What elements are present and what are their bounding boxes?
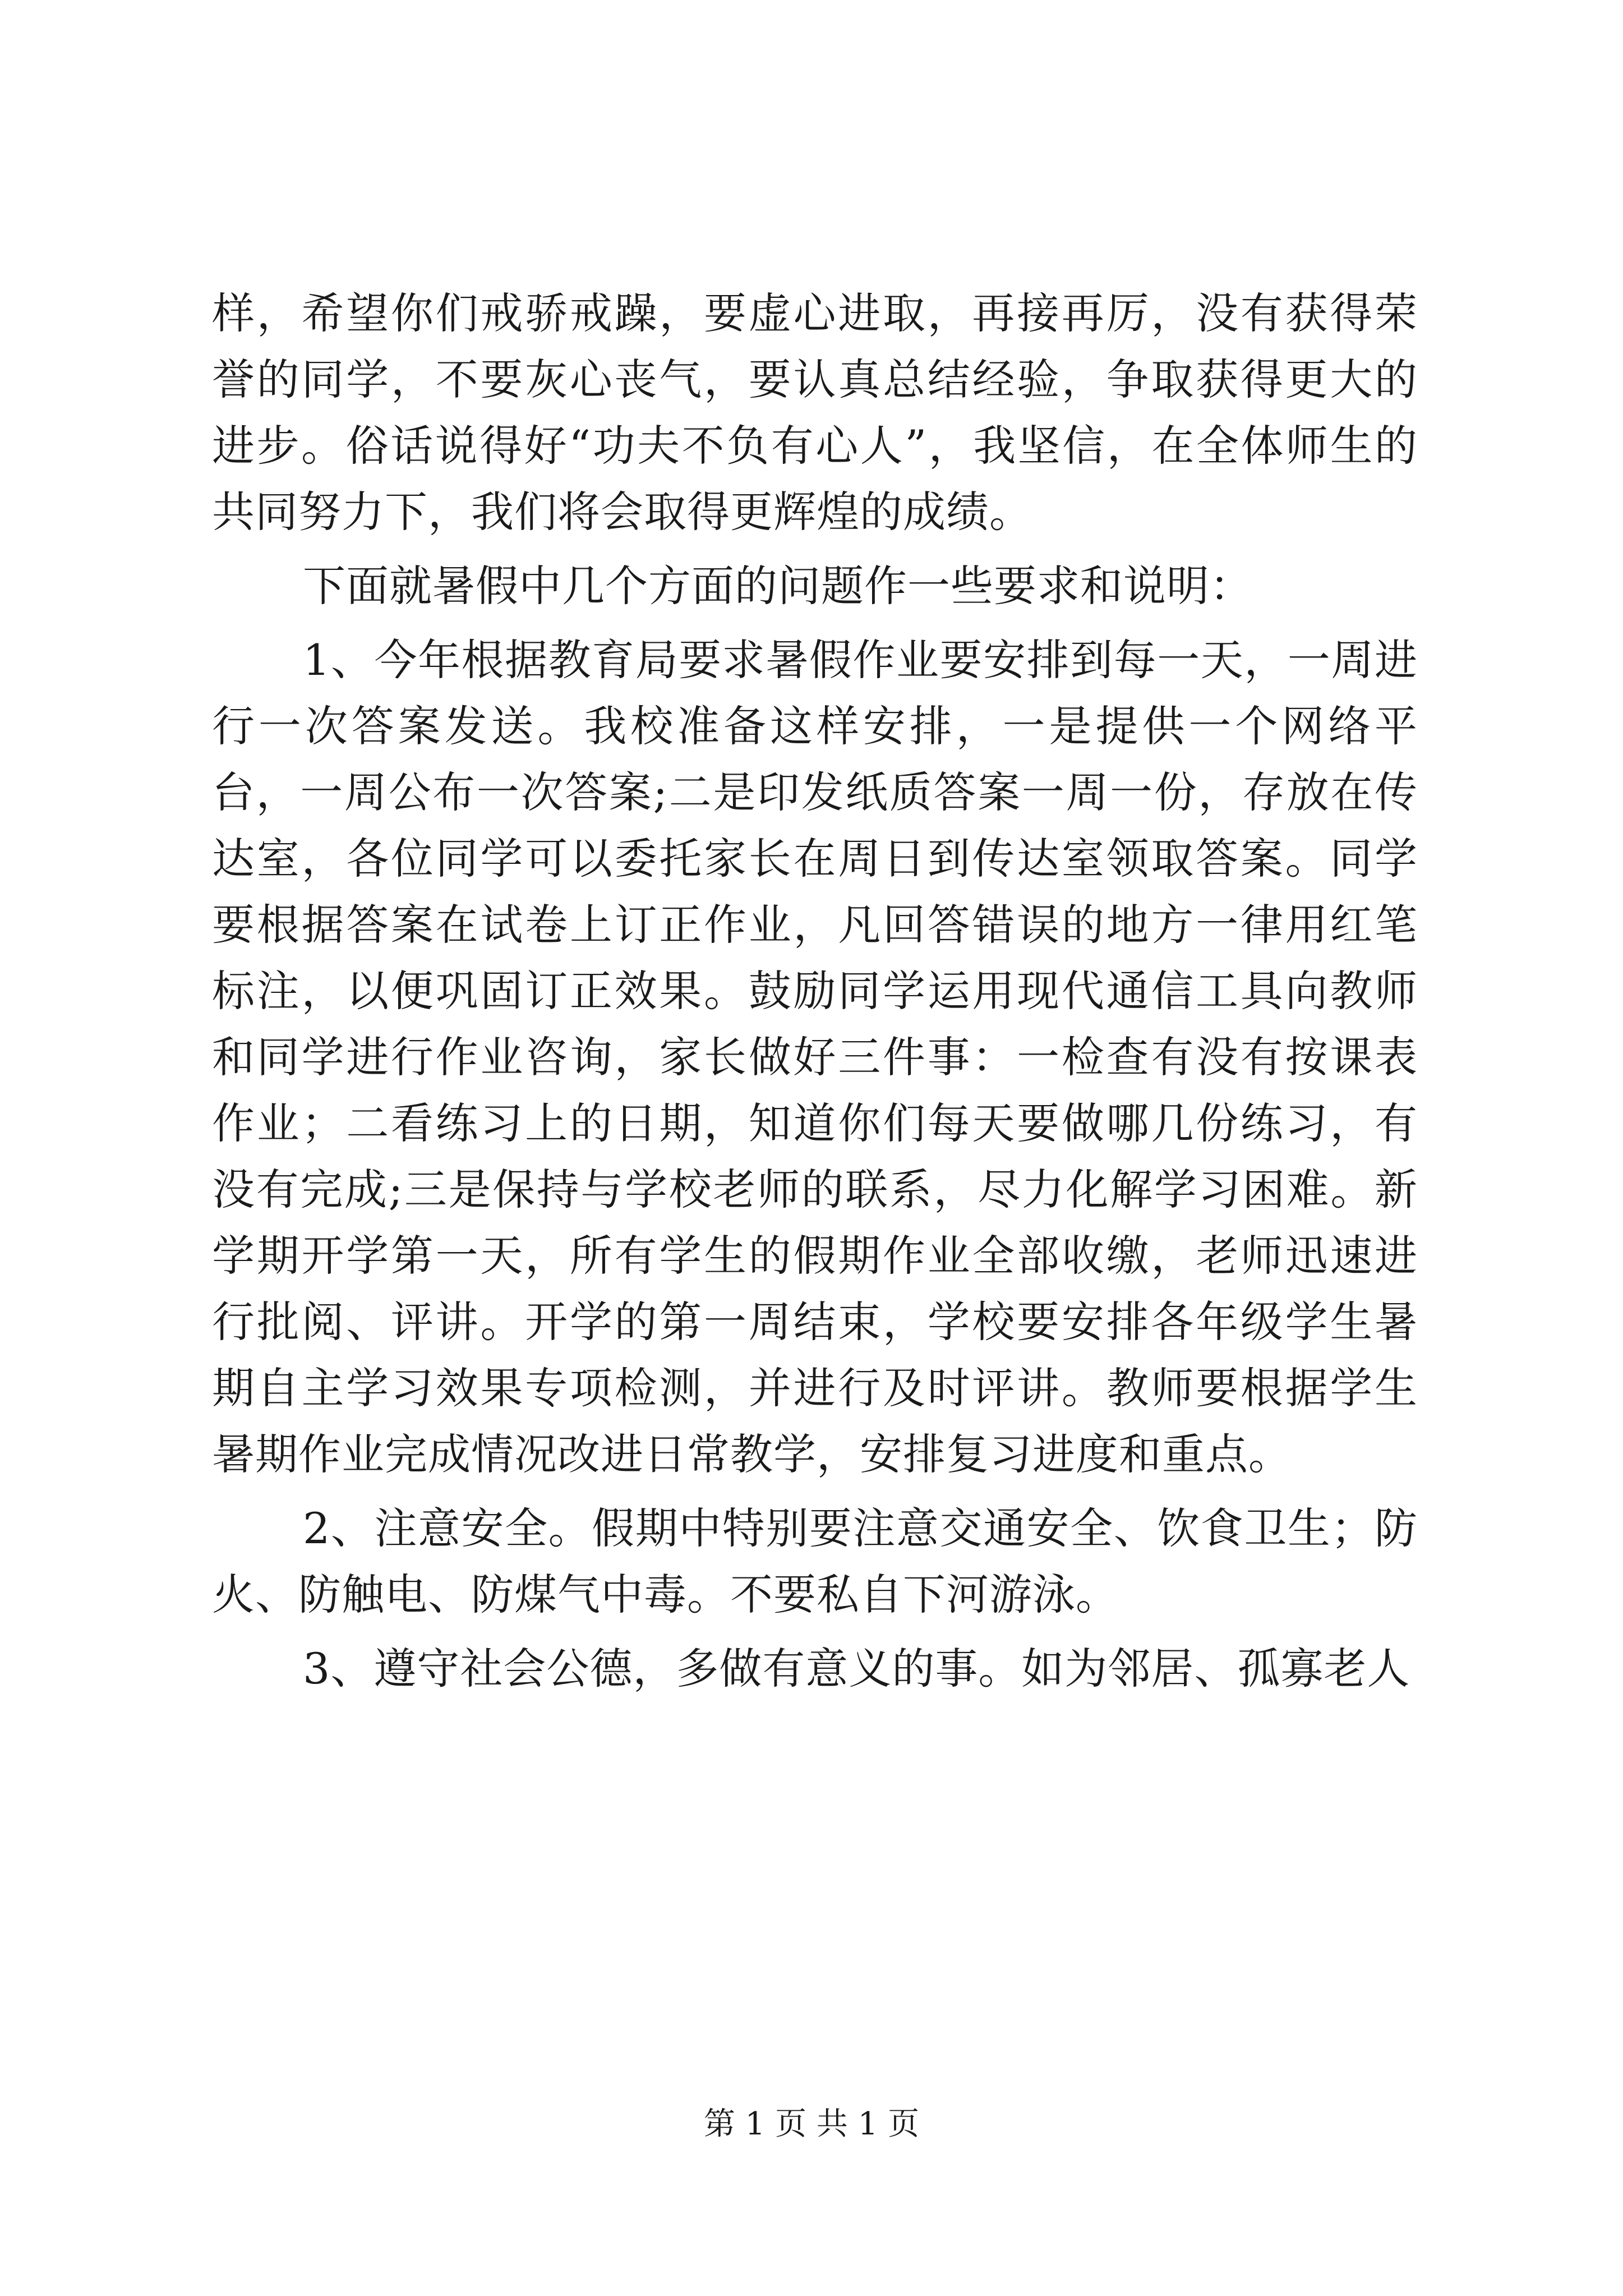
paragraph-continuation: 样，希望你们戒骄戒躁，要虚心进取，再接再厉，没有获得荣誉的同学，不要灰心丧气，要认真总结经验，争取获得更大的进步。俗话说得好“功夫不负有心人”，我坚信，在全体师生的共同努力下，我们将会取得更辉煌的成绩。 [212,288,1418,537]
paragraph-intro: 下面就暑假中几个方面的问题作一些要求和说明： [303,561,1253,611]
paragraph-item-1: 1、今年根据教育局要求暑假作业要安排到每一天，一周进行一次答案发送。我校准备这样安排，一是提供一个网络平台，一周公布一次答案;二是印发纸质答案一周一份，存放在传达室，各位同学可以委托家长在周日到传达室领取答案。同学要根据答案在试卷上订正作业，凡回答错误的地方一律用红笔标注，以便巩固订正效果。鼓励同学运用现代通信工具向教师和同学进行作业咨询，家长做好三件事：一检查有没有按课表作业；二看练习上的日期，知道你们每天要做哪几份练习，有没有完成;三是保持与学校老师的联系，尽力化解学习困难。新学期开学第一天，所有学生的假期作业全部收缴，老师迅速进行批阅、评讲。开学的第一周结束，学校要安排各年级学生暑期自主学习效果专项检测，并进行及时评讲。教师要根据学生暑期作业完成情况改进日常教学，安排复习进度和重点。 [212,635,1418,1479]
page-footer [0,2105,1623,2144]
page-number-label: 第 1 页 共 1 页 [703,2106,920,2142]
document-body [212,280,1418,1710]
paragraph-item-2: 2、注意安全。假期中特别要注意交通安全、饮食卫生；防火、防触电、防煤气中毒。不要私自下河游泳。 [212,1503,1418,1619]
paragraph-item-3: 3、遵守社会公德，多做有意义的事。如为邻居、孤寡老人 [303,1644,1410,1694]
